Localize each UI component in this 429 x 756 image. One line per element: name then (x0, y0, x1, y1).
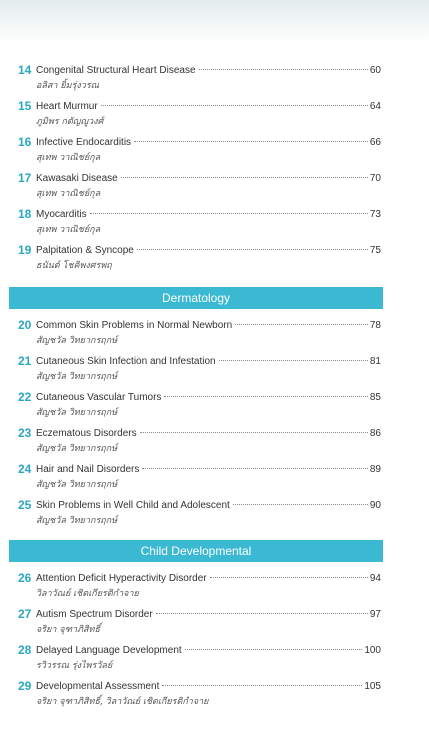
entry-number: 19 (18, 243, 32, 257)
dot-leader (235, 324, 378, 325)
entry-author: สัญชวัล วิทยากรฤกษ์ (36, 336, 118, 346)
entry-page: 97 (369, 609, 381, 620)
dot-leader (121, 177, 378, 178)
entry-author: จริยา จุฑาภิสิทธิ์ (36, 625, 100, 635)
toc-entry[interactable] (0, 99, 429, 135)
toc-entry[interactable] (0, 318, 429, 354)
entry-page: 70 (369, 173, 381, 184)
entry-author: สัญชวัล วิทยากรฤกษ์ (36, 408, 118, 418)
toc-entry[interactable] (0, 607, 429, 643)
entry-title: Skin Problems in Well Child and Adolescent (36, 500, 230, 511)
toc-entry[interactable] (0, 354, 429, 390)
dot-leader (219, 360, 378, 361)
entry-author: สุเทพ วาณิชย์กุล (36, 189, 101, 199)
entry-number: 22 (18, 390, 32, 404)
entry-page: 85 (369, 392, 381, 403)
entry-title: Myocarditis (36, 209, 87, 220)
entry-number: 18 (18, 207, 32, 221)
entry-title: Heart Murmur (36, 101, 98, 112)
dot-leader (137, 249, 378, 250)
dot-leader (210, 577, 378, 578)
dot-leader (162, 685, 378, 686)
section-heading-child-developmental: Child Developmental (9, 540, 383, 562)
dot-leader (185, 649, 378, 650)
dot-leader (233, 504, 378, 505)
entry-title: Infective Endocarditis (36, 137, 132, 148)
entry-number: 15 (18, 99, 32, 113)
entry-title: Common Skin Problems in Normal Newborn (36, 320, 233, 331)
dot-leader (156, 613, 378, 614)
entry-page: 81 (369, 356, 381, 367)
entry-number: 27 (18, 607, 32, 621)
entry-title: Cutaneous Vascular Tumors (36, 392, 162, 403)
section-child-developmental (0, 571, 429, 715)
entry-number: 25 (18, 498, 32, 512)
entry-page: 100 (364, 645, 381, 656)
entry-author: จริยา จุฑาภิสิทธิ์, วิลาวัณย์ เชิดเกียรติกำจาย (36, 697, 209, 707)
toc-entry[interactable] (0, 498, 429, 534)
entry-page: 64 (369, 101, 381, 112)
toc-entry[interactable] (0, 643, 429, 679)
dot-leader (134, 141, 378, 142)
entry-author: วิลาวัณย์ เชิดเกียรติกำจาย (36, 589, 139, 599)
entry-number: 29 (18, 679, 32, 693)
entry-title: Autism Spectrum Disorder (36, 609, 153, 620)
entry-number: 21 (18, 354, 32, 368)
entry-number: 24 (18, 462, 32, 476)
entry-page: 60 (369, 65, 381, 76)
entry-author: สัญชวัล วิทยากรฤกษ์ (36, 444, 118, 454)
entry-author: อลิสา ยิ้มรุ่งวรณ (36, 81, 99, 91)
entry-page: 94 (369, 573, 381, 584)
entry-page: 89 (369, 464, 381, 475)
toc-entry[interactable] (0, 426, 429, 462)
entry-title: Delayed Language Development (36, 645, 182, 656)
toc-entry[interactable] (0, 135, 429, 171)
entry-page: 90 (369, 500, 381, 511)
entry-title: Kawasaki Disease (36, 173, 118, 184)
entry-number: 28 (18, 643, 32, 657)
section-heading-dermatology: Dermatology (9, 287, 383, 309)
entry-author: สุเทพ วาณิชย์กุล (36, 225, 101, 235)
toc-entry[interactable] (0, 390, 429, 426)
dot-leader (90, 213, 378, 214)
entry-author: ธนันต์ โชคิพงศรพฤ (36, 261, 112, 271)
entry-page: 66 (369, 137, 381, 148)
entry-title: Attention Deficit Hyperactivity Disorder (36, 573, 207, 584)
toc-entry[interactable] (0, 171, 429, 207)
entry-page: 75 (369, 245, 381, 256)
entry-page: 73 (369, 209, 381, 220)
dot-leader (199, 69, 378, 70)
dot-leader (101, 105, 378, 106)
entry-number: 26 (18, 571, 32, 585)
entry-page: 86 (369, 428, 381, 439)
entry-number: 16 (18, 135, 32, 149)
entry-page: 78 (369, 320, 381, 331)
entry-number: 23 (18, 426, 32, 440)
entry-number: 17 (18, 171, 32, 185)
entry-title: Developmental Assessment (36, 681, 160, 692)
dot-leader (140, 432, 378, 433)
section-dermatology (0, 318, 429, 534)
toc-entry[interactable] (0, 571, 429, 607)
toc-entry[interactable] (0, 462, 429, 498)
entry-number: 14 (18, 63, 32, 77)
toc-entry[interactable] (0, 243, 429, 279)
entry-author: สุเทพ วาณิชย์กุล (36, 153, 101, 163)
page-top-shade (0, 0, 429, 44)
entry-author: สัญชวัล วิทยากรฤกษ์ (36, 372, 118, 382)
entry-page: 105 (364, 681, 381, 692)
toc-entry[interactable] (0, 207, 429, 243)
entry-title: Hair and Nail Disorders (36, 464, 140, 475)
entry-number: 20 (18, 318, 32, 332)
entry-title: Cutaneous Skin Infection and Infestation (36, 356, 216, 367)
entry-author: สัญชวัล วิทยากรฤกษ์ (36, 516, 118, 526)
dot-leader (164, 396, 378, 397)
toc-entry[interactable] (0, 679, 429, 715)
entry-title: Palpitation & Syncope (36, 245, 134, 256)
entry-title: Eczematous Disorders (36, 428, 137, 439)
entry-author: รวิวรรณ รุ่งไพรวัลย์ (36, 661, 113, 671)
entry-author: สัญชวัล วิทยากรฤกษ์ (36, 480, 118, 490)
entry-title: Congenital Structural Heart Disease (36, 65, 196, 76)
section-cardiology (0, 63, 429, 279)
entry-author: ภูมิพร กตัญญูวงศ์ (36, 117, 104, 127)
toc-entry[interactable] (0, 63, 429, 99)
dot-leader (142, 468, 378, 469)
